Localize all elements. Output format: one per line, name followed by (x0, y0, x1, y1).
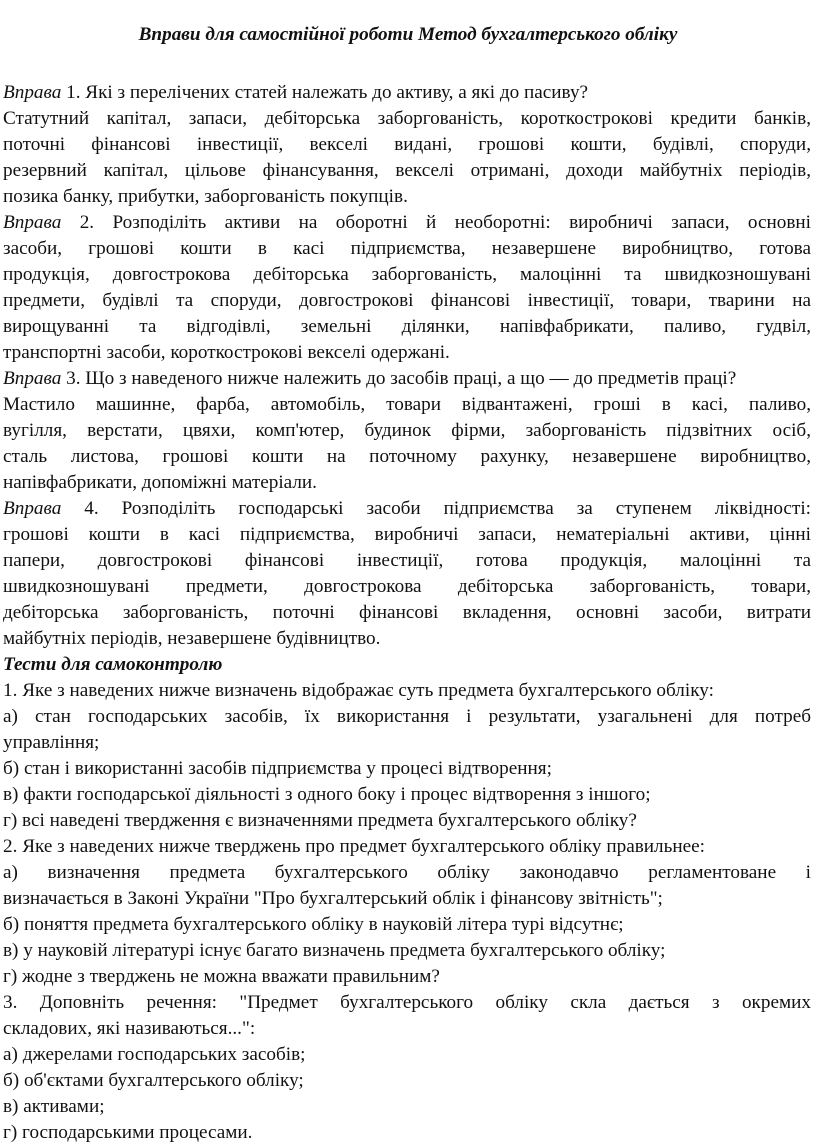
exercise-label: Вправа (3, 368, 62, 389)
exercise-label: Вправа (3, 498, 62, 519)
exercise-1-line-1: Вправа 1. Які з перелічених статей належать до активу, а які до пасиву? (3, 82, 589, 103)
exercise-4-line-4: швидкозношувані предмети, довгострокова дебіторська заборгованість, товари, (3, 576, 811, 597)
exercise-3-line-3: вугілля, верстати, цвяхи, комп'ютер, будинок фірми, заборгованість підзвітних осіб, (3, 420, 811, 441)
test-3-question: 3. Доповніть речення: "Предмет бухгалтерського обліку скла дається з окремих (3, 992, 811, 1013)
tests-title: Тести для самоконтролю (3, 654, 223, 675)
test-1-question: 1. Яке з наведених нижче визначень відображає суть предмета бухгалтерського обліку: (3, 680, 714, 701)
test-2-question: 2. Яке з наведених нижче тверджень про предмет бухгалтерського обліку правильнее: (3, 836, 705, 857)
exercise-3-line-4: сталь листова, грошові кошти на поточному рахунку, незавершене виробництво, (3, 446, 811, 467)
exercise-2-line-4: предмети, будівлі та споруди, довгострокові фінансові інвестиції, товари, тварини на (3, 290, 811, 311)
exercise-3-line-1: Вправа 3. Що з наведеного нижче належить до засобів праці, а що — до предметів праці? (3, 368, 737, 389)
exercise-1-line-5: позика банку, прибутки, заборгованість покупців. (3, 186, 408, 207)
page-title: Вправи для самостійної роботи Метод бухгалтерського обліку (138, 24, 678, 45)
exercise-3-line-5: напівфабрикати, допоміжні матеріали. (3, 472, 317, 493)
test-3-question-cont: складових, які називаються...": (3, 1018, 256, 1039)
exercise-4-line-2: грошові кошти в касі підприємства, виробничі запаси, нематеріальні активи, цінні (3, 524, 811, 545)
exercise-label: Вправа (3, 82, 62, 103)
exercise-4-line-3: папери, довгострокові фінансові інвестиції, готова продукція, малоцінні та (3, 550, 811, 571)
test-1-option-d: г) всі наведені твердження є визначеннями предмета бухгалтерського обліку? (3, 810, 637, 831)
exercise-label: Вправа (3, 212, 62, 233)
exercise-4-line-1: Вправа 4. Розподіліть господарські засоби підприємства за ступенем ліквідності: (3, 498, 811, 519)
exercise-3-line-2: Мастило машинне, фарба, автомобіль, товари відвантажені, гроші в касі, паливо, (3, 394, 811, 415)
exercises-section (3, 80, 811, 652)
exercise-4-line-5: дебіторська заборгованість, поточні фінансові вкладення, основні засоби, витрати (3, 602, 811, 623)
exercise-2-line-5: вирощуванні та відгодівлі, земельні ділянки, напівфабрикати, паливо, гудвіл, (3, 316, 811, 337)
exercise-2-line-2: засоби, грошові кошти в касі підприємства, незавершене виробництво, готова (3, 238, 811, 259)
test-1-option-a: а) стан господарських засобів, їх використання і результати, узагальнені для потреб (3, 706, 811, 727)
test-2-option-d: г) жодне з тверджень не можна вважати правильним? (3, 966, 440, 987)
test-1-option-b: б) стан і використанні засобів підприємства у процесі відтворення; (3, 758, 552, 779)
exercise-1-line-3: поточні фінансові інвестиції, векселі видані, грошові кошти, будівлі, споруди, (3, 134, 811, 155)
exercise-1-line-4: резервний капітал, цільове фінансування, векселі отримані, доходи майбутніх періодів, (3, 160, 811, 181)
test-3-option-a: а) джерелами господарських засобів; (3, 1044, 306, 1065)
test-3-option-b: б) об'єктами бухгалтерського обліку; (3, 1070, 304, 1091)
test-2-option-a: а) визначення предмета бухгалтерського обліку законодавчо регламентоване і (3, 862, 811, 883)
tests-section (3, 652, 811, 1146)
test-2-option-c: в) у науковій літературі існує багато визначень предмета бухгалтерського обліку; (3, 940, 666, 961)
test-2-option-a-cont: визначається в Законі України "Про бухгалтерський облік і фінансову звітність"; (3, 888, 663, 909)
test-1-option-a-cont: управління; (3, 732, 100, 753)
exercise-2-line-1: Вправа 2. Розподіліть активи на оборотні й необоротні: виробничі запаси, основні (3, 212, 811, 233)
exercise-4-line-6: майбутніх періодів, незавершене будівництво. (3, 628, 381, 649)
test-3-option-c: в) активами; (3, 1096, 105, 1117)
test-3-option-d: г) господарськими процесами. (3, 1122, 253, 1143)
exercise-2-line-6: транспортні засоби, короткострокові векселі одержані. (3, 342, 450, 363)
exercise-2-line-3: продукція, довгострокова дебіторська заборгованість, малоцінні та швидкозношувані (3, 264, 811, 285)
test-2-option-b: б) поняття предмета бухгалтерського обліку в науковій літера турі відсутнє; (3, 914, 624, 935)
exercise-1-line-2: Статутний капітал, запаси, дебіторська заборгованість, короткострокові кредити банків, (3, 108, 811, 129)
test-1-option-c: в) факти господарської діяльності з одного боку і процес відтворення з іншого; (3, 784, 651, 805)
